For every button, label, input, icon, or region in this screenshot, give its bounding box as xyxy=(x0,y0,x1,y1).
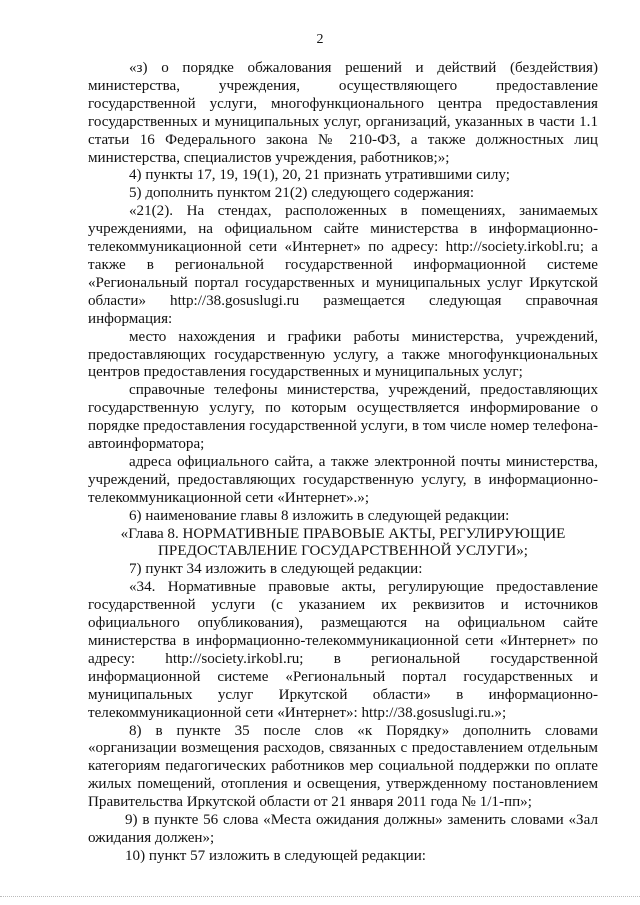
paragraph-appeal-procedure: «з) о порядке обжалования решений и действий (бездействия) министерства, учреждения, осуществляющего предоставление государственной услуги, многофункционального центра предоставления государственных и муниципальных услуг, организаций, указанных в части 1.1 статьи 16 Федерального закона № 210-ФЗ, а также должностных лиц министерства, специалистов учреждения, работников;»; xyxy=(88,60,598,166)
document-body xyxy=(88,60,598,866)
paragraph-point-34: «34. Нормативные правовые акты, регулирующие предоставление государственной услуги (с указанием их реквизитов и источников официального опубликования), размещаются на официальном сайте министерства в информационно-телекоммуникационной сети «Интернет» по адресу: http://society.irkobl.ru; в региональной государственной информационной системе «Региональный портал государственных и муниципальных услуг Иркутской области» в информационно-телекоммуникационной сети «Интернет»: http://38.gosuslugi.ru.»; xyxy=(88,579,598,721)
paragraph-item-10: 10) пункт 57 изложить в следующей редакции: xyxy=(125,847,426,864)
paragraph-item-5: 5) дополнить пунктом 21(2) следующего содержания: xyxy=(129,185,475,202)
paragraph-item-4: 4) пункты 17, 19, 19(1), 20, 21 признать утратившими силу; xyxy=(129,167,510,184)
chapter-8-heading: «Глава 8. НОРМАТИВНЫЕ ПРАВОВЫЕ АКТЫ, РЕГУЛИРУЮЩИЕ ПРЕДОСТАВЛЕНИЕ ГОСУДАРСТВЕННОЙ УСЛУГИ»; xyxy=(120,525,566,560)
paragraph-website-info: адреса официального сайта, а также электронной почты министерства, учреждений, предоставляющих государственную услугу, в информационно-телекоммуникационной сети «Интернет».»; xyxy=(88,453,598,506)
paragraph-item-9: 9) в пункте 56 слова «Места ожидания должны» заменить словами «Зал ожидания должен»; xyxy=(88,812,598,846)
page-number: 2 xyxy=(316,32,324,47)
paragraph-item-8: 8) в пункте 35 после слов «к Порядку» дополнить словами «организации возмещения расходов, связанных с предоставлением отдельным категориям педагогических работников мер социальной поддержки по оплате жилых помещений, отопления и освещения, утвержденному постановлением Правительства Иркутской области от 21 января 2011 года № 1/1-пп»; xyxy=(88,722,598,811)
paragraph-item-7: 7) пункт 34 изложить в следующей редакции: xyxy=(129,561,423,578)
paragraph-item-6: 6) наименование главы 8 изложить в следующей редакции: xyxy=(129,507,510,524)
paragraph-location-info: место нахождения и графики работы министерства, учреждений, предоставляющих государственную услугу, а также многофункциональных центров предоставления государственных и муниципальных услуг; xyxy=(88,328,598,381)
paragraph-point-21-2: «21(2). На стендах, расположенных в помещениях, занимаемых учреждениями, на официальном сайте министерства в информационно-телекоммуникационной сети «Интернет» по адресу: http://society.irkobl.ru; а также в региональной государственной информационной системе «Региональный портал государственных и муниципальных услуг Иркутской области» http://38.gosuslugi.ru размещается следующая справочная информация: xyxy=(88,203,598,327)
paragraph-phone-info: справочные телефоны министерства, учреждений, предоставляющих государственную услугу, по которым осуществляется информирование о порядке предоставления государственной услуги, в том числе номер телефона-автоинформатора; xyxy=(88,382,598,453)
page-bottom-divider xyxy=(0,896,640,897)
